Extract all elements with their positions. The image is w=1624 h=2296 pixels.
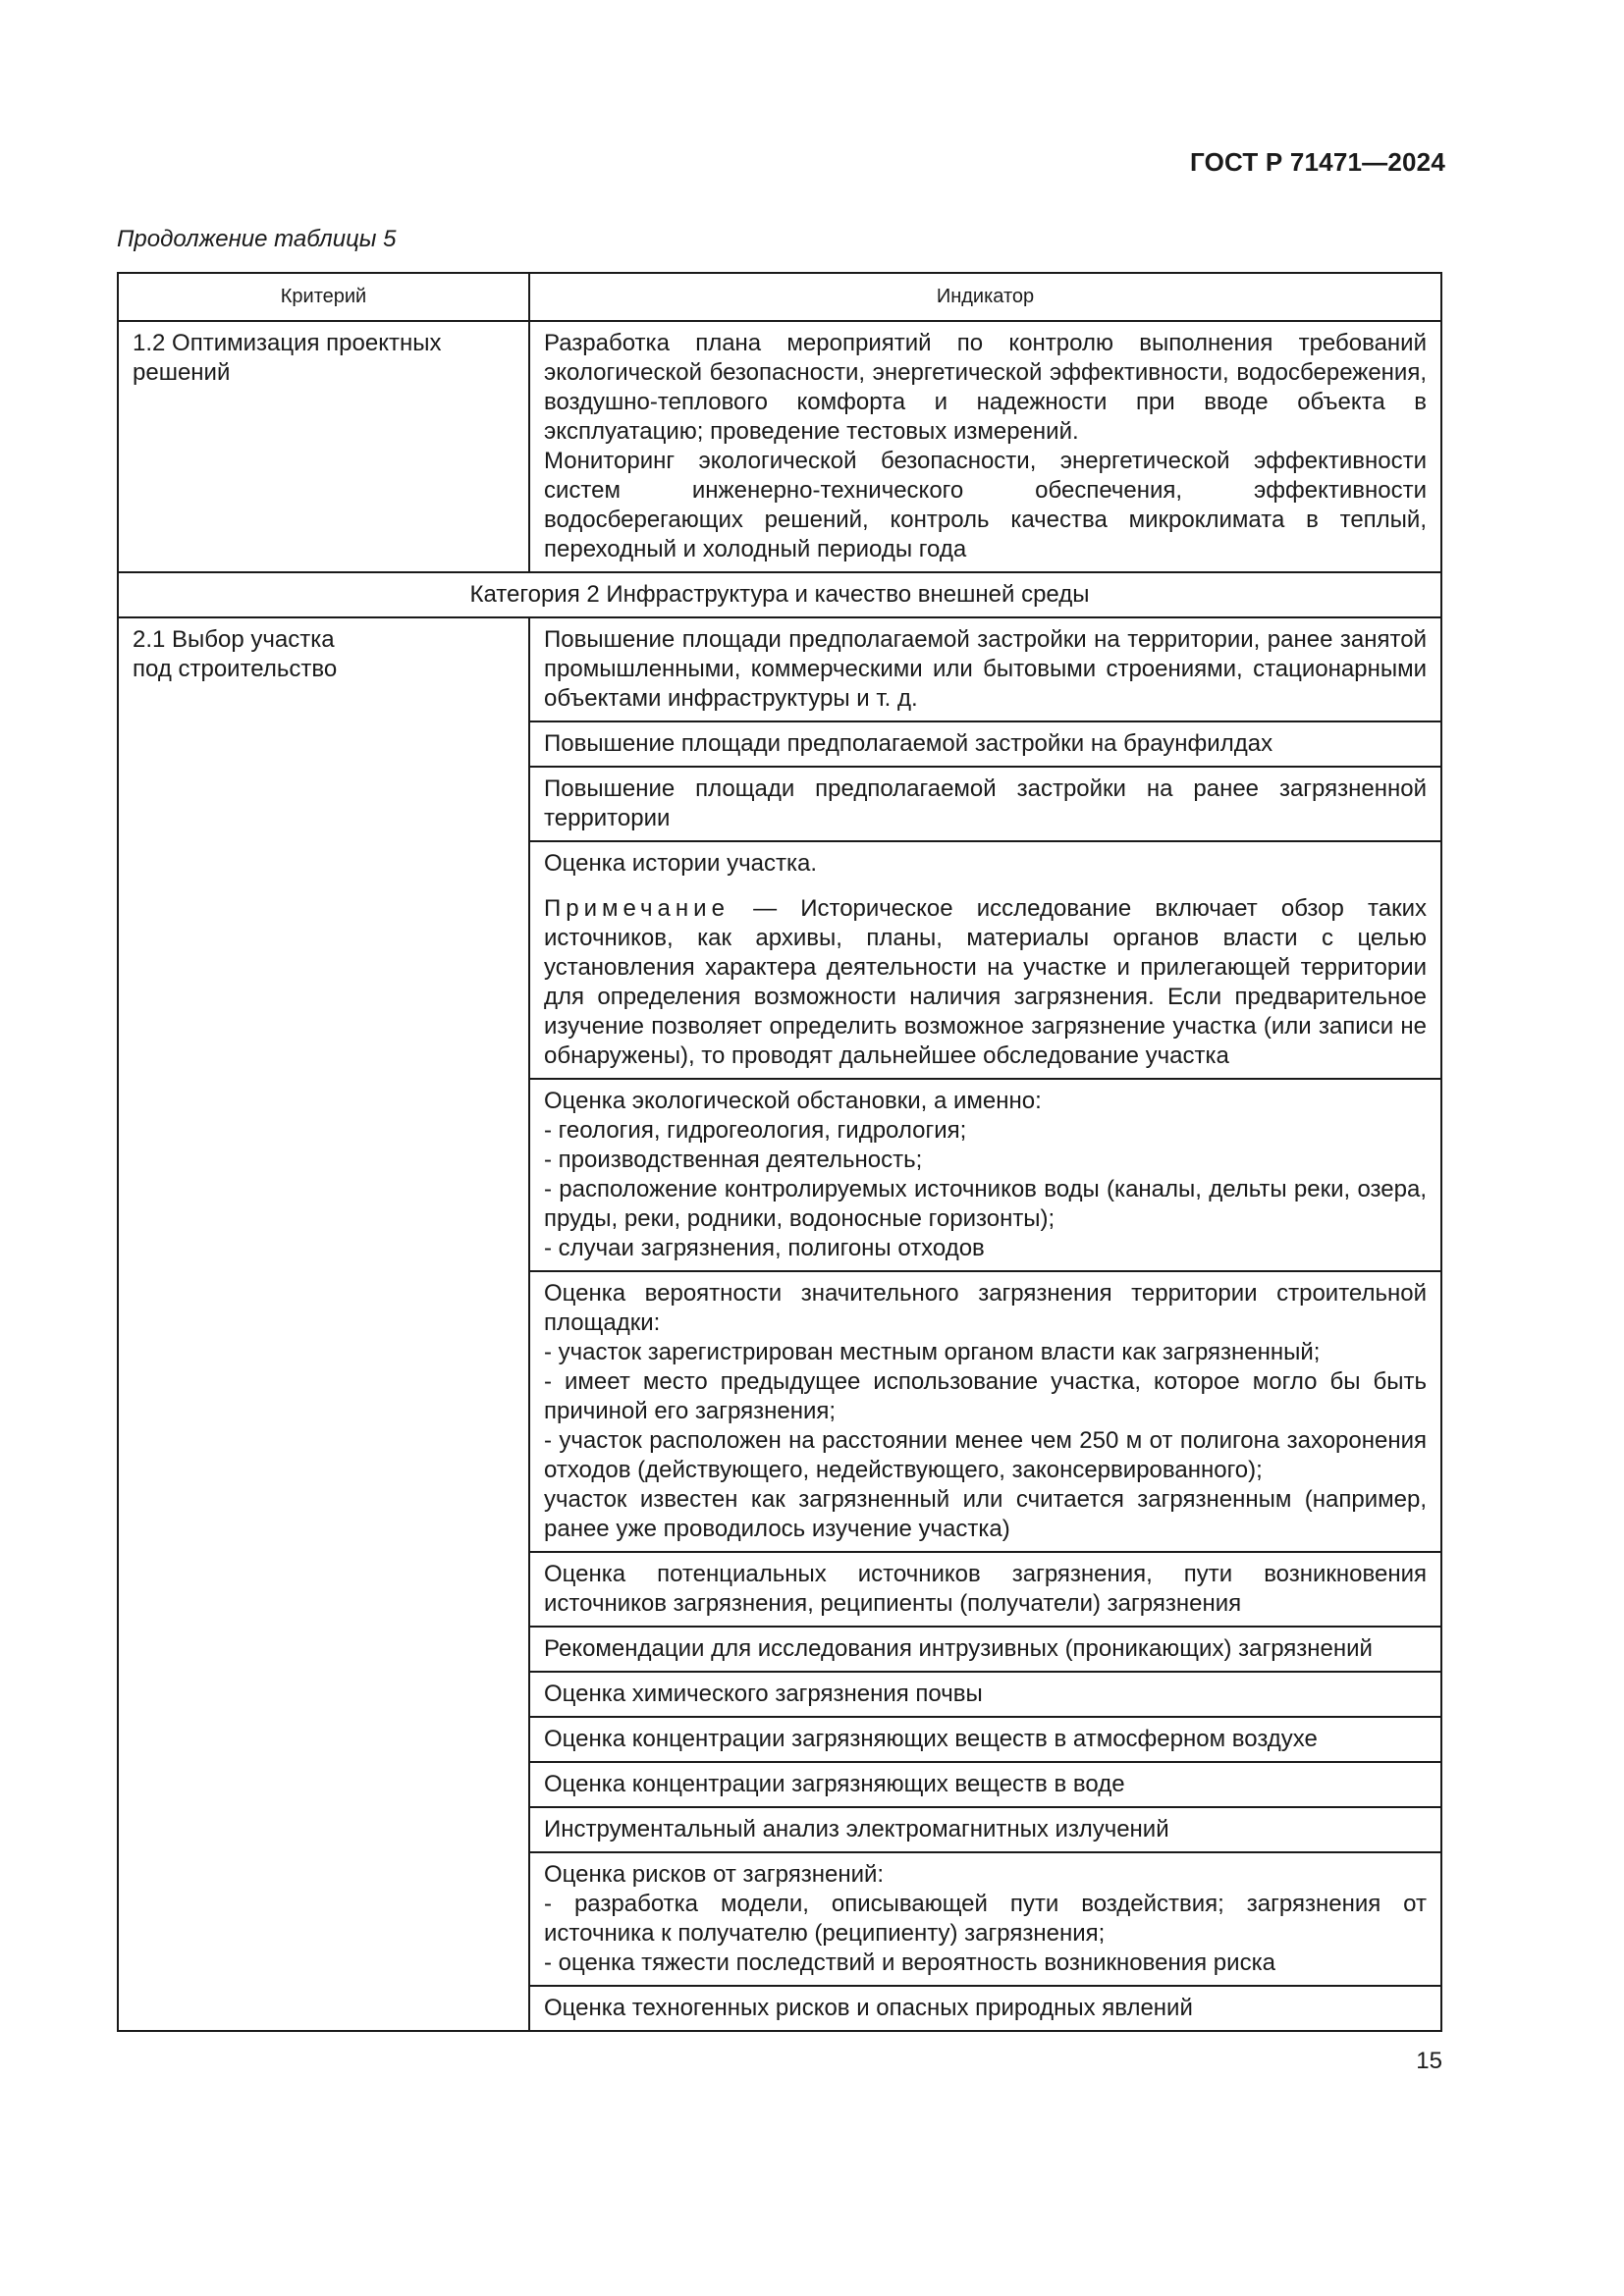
indicator-cell: Оценка концентрации загрязняющих веществ в атмосферном воздухе [529,1717,1441,1762]
criteria-table [117,272,1442,2032]
column-header-criterion: Критерий [118,273,529,321]
page-number: 15 [1416,2048,1442,2074]
list-intro: Оценка экологической обстановки, а именно: [544,1088,1042,1114]
note-label: Примечание [544,895,730,922]
criterion-cell-1-2: 1.2 Оптимизация проектных решений [118,321,529,572]
list-item: - случаи загрязнения, полигоны отходов [544,1235,985,1261]
indicator-cell: Оценка химического загрязнения почвы [529,1672,1441,1717]
list-item: - оценка тяжести последствий и вероятность возникновения риска [544,1949,1275,1976]
table-row [118,617,1441,721]
indicator-cell: Оценка техногенных рисков и опасных природных явлений [529,1986,1441,2031]
criterion-cell-2-1 [118,617,529,2031]
indicator-cell: Инструментальный анализ электромагнитных излучений [529,1807,1441,1852]
table-header-row [118,273,1441,321]
list-item: - участок расположен на расстоянии менее чем 250 м от полигона захоронения отходов (действующего, недействующего, законсервированного); [544,1427,1427,1483]
list-item: участок известен как загрязненный или считается загрязненным (например, ранее уже проводилось изучение участка) [544,1486,1427,1542]
indicator-cell [529,1271,1441,1552]
indicator-cell [529,321,1441,572]
list-item: - разработка модели, описывающей пути воздействия; загрязнения от источника к получателю (реципиенту) загрязнения; [544,1891,1427,1947]
indicator-cell: Повышение площади предполагаемой застройки на территории, ранее занятой промышленными, коммерческими или бытовыми строениями, стационарными объектами инфраструктуры и т. д. [529,617,1441,721]
criterion-line: под строительство [133,656,338,682]
table-row [118,321,1441,572]
indicator-text: Оценка истории участка. [544,850,817,877]
indicator-cell: Повышение площади предполагаемой застройки на ранее загрязненной территории [529,767,1441,841]
indicator-paragraph: Мониторинг экологической безопасности, энергетической эффективности систем инженерно-технического обеспечения, эффективности водосберегающих решений, контроль качества микроклимата в теплый, переходный и холодный периоды года [544,448,1427,562]
indicator-cell: Оценка потенциальных источников загрязнения, пути возникновения источников загрязнения, реципиенты (получатели) загрязнения [529,1552,1441,1627]
indicator-paragraph: Разработка плана мероприятий по контролю выполнения требований экологической безопасности, энергетической эффективности, водосбережения, воздушно-теплового комфорта и надежности при вводе объекта в эксплуатацию; проведение тестовых измерений. [544,330,1427,445]
criterion-line: 2.1 Выбор участка [133,626,335,653]
list-item: - производственная деятельность; [544,1147,923,1173]
list-item: - участок зарегистрирован местным органом власти как загрязненный; [544,1339,1321,1365]
note-text: — Историческое исследование включает обзор таких источников, как архивы, планы, материалы органов власти с целью установления характера деятельности на участке и прилегающей территории для определения возможности наличия загрязнения. Если предварительное изучение позволяет определить возможное загрязнение участка (или записи не обнаружены), то проводят дальнейшее обследование участка [544,895,1427,1069]
indicator-cell [529,1852,1441,1986]
category-row [118,572,1441,617]
indicator-cell [529,1079,1441,1271]
list-item: - геология, гидрогеология, гидрология; [544,1117,967,1144]
indicator-cell: Рекомендации для исследования интрузивных (проникающих) загрязнений [529,1627,1441,1672]
column-header-indicator: Индикатор [529,273,1441,321]
indicator-cell: Оценка концентрации загрязняющих веществ в воде [529,1762,1441,1807]
list-intro: Оценка рисков от загрязнений: [544,1861,885,1888]
list-item: - расположение контролируемых источников воды (каналы, дельты реки, озера, пруды, реки, родники, водоносные горизонты); [544,1176,1427,1232]
indicator-cell [529,841,1441,1079]
list-item: - имеет место предыдущее использование участка, которое могло бы быть причиной его загрязнения; [544,1368,1427,1424]
table-caption: Продолжение таблицы 5 [117,226,397,252]
list-intro: Оценка вероятности значительного загрязнения территории строительной площадки: [544,1280,1427,1336]
indicator-cell: Повышение площади предполагаемой застройки на браунфилдах [529,721,1441,767]
document-code: ГОСТ Р 71471—2024 [1190,147,1445,177]
note-block [544,894,1427,1071]
category-2-heading: Категория 2 Инфраструктура и качество внешней среды [118,572,1441,617]
